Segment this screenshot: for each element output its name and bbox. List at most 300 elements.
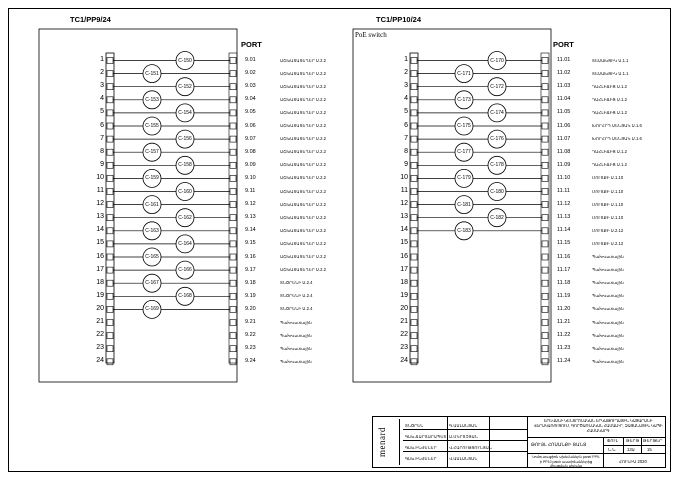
panel_right-cable-label: C-182: [490, 214, 504, 221]
panel_right-port-jack: [411, 306, 417, 312]
panel_left-port-number: 2: [100, 69, 104, 77]
panel_right-patch-jack: [542, 189, 548, 195]
panel_right-port-number: 23: [400, 344, 408, 352]
right-port-header: PORT: [553, 40, 574, 49]
panel_left-port-description: Պահուստային: [280, 358, 312, 364]
panel_left-cable-label: C-165: [145, 254, 159, 260]
panel_right-port-number: 1: [404, 56, 408, 63]
panel_right-cable-label: C-183: [457, 227, 471, 234]
panel_left-port-number: 14: [96, 226, 104, 234]
panel_left-port-id: 9.22: [245, 332, 256, 339]
panel_right-port-jack: [411, 149, 417, 155]
signature-table: [403, 417, 519, 467]
role-1: ՏՆՕՐԵՆ: [405, 423, 424, 428]
panel_left-port-number: 12: [96, 200, 104, 208]
panel_right-port-jack: [411, 71, 417, 77]
panel_right-cable-label: C-179: [457, 175, 471, 182]
panel_right-port-id: 11.18: [557, 279, 571, 286]
panel_left-port-description: Պահուստային: [280, 332, 312, 338]
panel_left-port-description: ԱՇԽԱՏԱՏԵՂԵՐ Ս.2.2: [280, 70, 326, 76]
panel_right-port-jack: [411, 162, 417, 168]
panel_right-port-description: ԽՈՐՀՐԴ ՍԵՆՅԱԿ Ս.1.6: [592, 136, 642, 142]
panel_right-patch-jack: [542, 149, 548, 155]
panel_right-patch-jack: [542, 162, 548, 168]
panel_right-port-description: ԴԱՀԼԻՃԻՑ Ս.1.2: [592, 162, 627, 168]
tb-col-line: [641, 437, 642, 453]
panel_right-patch-jack: [542, 241, 548, 247]
panel_left-port-description: Պահուստային: [280, 345, 312, 351]
panel_left-port-number: 13: [96, 213, 104, 221]
role-2: ԳԼԽ.ՃԱՐՏԱՐԱՊԵՏ: [405, 434, 447, 439]
panel_left-patch-jack: [230, 149, 236, 155]
panel_left-port-id: 9.07: [245, 135, 256, 142]
panel_right-port-id: 11.05: [557, 109, 571, 116]
panel_right-port-id: 11.15: [557, 240, 571, 247]
panel_right-patch-jack: [542, 136, 548, 142]
val-phase: Ն.Ն.: [608, 447, 617, 452]
panel_left-patch-jack: [230, 71, 236, 77]
panel_left-port-jack: [107, 320, 113, 326]
panel_right-port-description: ԴԱՀԼԻՃԻՑ Ս.1.2: [592, 109, 627, 115]
panel_right-port-number: 18: [400, 278, 408, 286]
panel_right-port-id: 11.11: [557, 188, 570, 194]
panel_right-port-id: 11.12: [557, 201, 571, 208]
panel_right-port-id: 11.22: [557, 332, 571, 339]
panel_left-patch-jack: [230, 84, 236, 90]
panel_left-cable-label: C-169: [145, 306, 159, 313]
panel_left-port-id: 9.19: [245, 292, 256, 299]
panel_right-port-jack: [411, 123, 417, 129]
date: ՀՈՒՆԻՍ 2020: [619, 459, 647, 464]
panel_left-port-jack: [107, 162, 113, 168]
panel_right-patch-jack: [542, 110, 548, 116]
panel_right-port-jack: [411, 202, 417, 208]
panel_left-port-id: 9.15: [245, 240, 256, 247]
panel_left-port-jack: [107, 228, 113, 234]
panel_left-port-jack: [107, 346, 113, 352]
panel_left-patch-jack: [230, 58, 236, 64]
panel_right-port-description: ՄՈՒՏՔԻ Ս.2.12: [592, 227, 624, 233]
tb-col-line: [527, 417, 528, 467]
panel_left-port-id: 9.08: [245, 148, 256, 155]
panel_left-patch-jack: [230, 359, 236, 365]
panel_left-port-id: 9.17: [245, 266, 256, 273]
logo-mark: [375, 419, 400, 465]
panel_left-patch-jack: [230, 215, 236, 221]
panel_right-port-jack: [411, 228, 417, 234]
panel_left-patch-jack: [230, 293, 236, 299]
panel_right-port-id: 11.23: [557, 345, 571, 352]
panel_right-port-id: 11.03: [557, 83, 571, 90]
panel_left-port-jack: [107, 175, 113, 181]
panel_left-patch-jack: [230, 189, 236, 195]
panel_right-port-number: 20: [400, 304, 408, 312]
panel_left-port-number: 7: [100, 134, 104, 142]
panel_right-patch-jack: [542, 175, 548, 181]
panel_right-patch-jack: [542, 293, 548, 299]
panel_right-port-id: 11.04: [557, 96, 571, 103]
panel_right-port-jack: [411, 359, 417, 365]
panel_right-port-id: 11.20: [557, 305, 571, 312]
panel_left-cable-label: C-155: [145, 123, 159, 129]
panel_right-port-jack: [411, 58, 417, 64]
panel_left-cable-label: C-161: [145, 201, 159, 208]
left-panel-title: TC1/PP9/24: [70, 15, 111, 24]
panel_right-patch-jack: [542, 254, 548, 260]
panel_left-cable-label: C-151: [145, 70, 159, 77]
panel_right-port-id: 11.16: [557, 253, 571, 260]
tb-col-line: [603, 437, 604, 467]
panel_right-port-description: ԴԱՀԼԻՃԻՑ Ս.1.2: [592, 83, 627, 89]
panel_left-port-description: ԱՇԽԱՏԱՏԵՂԵՐ Ս.2.2: [280, 188, 326, 194]
panel_right-port-description: Պահուստային: [592, 293, 624, 299]
panel_left-cable-label: C-162: [178, 214, 192, 221]
panel_right-port-jack: [411, 189, 417, 195]
hdr-sheets: ԹԵՐԹԵՐ: [643, 438, 663, 443]
panel_right-port-description: ՄՈՒՏՔԻ Ս.2.12: [592, 240, 624, 246]
panel_right-cable-label: C-170: [490, 57, 504, 64]
panel_right-cable-label: C-172: [490, 83, 504, 90]
tb-row-line: [603, 453, 665, 454]
panel_right-patch-jack: [542, 267, 548, 273]
panel_right-cable-label: C-176: [490, 136, 504, 143]
panel_left-port-number: 9: [100, 160, 104, 168]
panel_left-port-description: ԱՇԽԱՏԱՏԵՂԵՐ Ս.2.2: [280, 201, 326, 207]
hdr-sheet: ԹԵՐԹ: [626, 438, 640, 443]
panel_left-port-number: 16: [96, 252, 104, 260]
panel_left-patch-jack: [230, 97, 236, 103]
panel_right-port-jack: [411, 97, 417, 103]
role-4: ԳԼԽ.ԻՆԺԵՆԵՐ: [405, 456, 437, 461]
panel_right-port-description: ՄՈՒՏՔԻ Ս.1.10: [592, 201, 624, 207]
panel_left-port-id: 9.14: [245, 227, 256, 234]
val-sheet: 13Ա: [627, 447, 635, 452]
panel_right-port-id: 11.09: [557, 161, 571, 168]
panel_left-port-description: ԱՇԽԱՏԱՏԵՂԵՐ Ս.2.2: [280, 123, 326, 128]
panel_left-port-id: 9.05: [245, 109, 256, 116]
panel_left-port-number: 24: [96, 357, 104, 365]
panel_left-port-id: 9.11: [245, 188, 256, 194]
panel_left-port-jack: [107, 215, 113, 221]
panel_left-port-id: 9.10: [245, 174, 256, 181]
panel_right-port-id: 11.19: [557, 292, 571, 299]
panel_right-port-number: 10: [400, 173, 408, 181]
panel_left-port-number: 1: [100, 56, 104, 63]
panel_right-port-jack: [411, 136, 417, 142]
panel_right-patch-jack: [542, 280, 548, 286]
panel_right-patch-jack: [542, 228, 548, 234]
panel_left-port-number: 3: [100, 82, 104, 90]
panel_left-cable-label: C-159: [145, 175, 159, 182]
panel_left-patch-jack: [230, 136, 236, 142]
panel_left-port-description: ՏՆՕՐԵՆԻ Ս.2.4: [280, 280, 313, 286]
panel_right-port-description: Պահուստային: [592, 358, 624, 364]
panel_left-port-jack: [107, 110, 113, 116]
panel_right-port-jack: [411, 293, 417, 299]
right-panel-title: TC1/PP10/24: [376, 15, 422, 24]
panel_left-port-jack: [107, 97, 113, 103]
panel_left-patch-jack: [230, 162, 236, 168]
panel_left-port-number: 4: [100, 95, 104, 103]
panel_right-patch-jack: [542, 97, 548, 103]
panel_left-port-number: 19: [96, 291, 104, 299]
panel_right-port-number: 16: [400, 252, 408, 260]
panel_right-port-description: Պահուստային: [592, 345, 624, 351]
panel_right-port-id: 11.14: [557, 227, 571, 234]
panel_left-port-number: 17: [96, 265, 104, 273]
panel_left-patch-jack: [230, 202, 236, 208]
panel_left-patch-jack: [230, 280, 236, 286]
panel_left-port-description: ԱՇԽԱՏԱՏԵՂԵՐ Ս.2.2: [280, 214, 326, 220]
panel_left-port-jack: [107, 333, 113, 339]
val-sheets: 15: [647, 447, 652, 452]
panel_right-port-id: 11.07: [557, 135, 571, 142]
panel_left-port-jack: [107, 123, 113, 129]
title-block: [372, 416, 666, 468]
panel_left-port-jack: [107, 71, 113, 77]
panel_right-patch-jack: [542, 84, 548, 90]
panel_right-patch-jack: [542, 333, 548, 339]
panel_left-port-jack: [107, 280, 113, 286]
panel_left-patch-jack: [230, 267, 236, 273]
panel_right-port-id: 11.13: [557, 214, 571, 221]
panel_right-patch-jack: [542, 359, 548, 365]
name-4: Վ.ԱՍԼԱՆՅԱՆ: [449, 456, 478, 461]
tb-row-line: [403, 440, 527, 441]
panel_right-port-number: 11: [400, 187, 408, 194]
panel_right-port-id: 11.10: [557, 174, 571, 181]
panel_left-port-id: 9.18: [245, 279, 256, 286]
panel_right-cable-label: C-178: [490, 162, 504, 169]
panel_right-port-number: 15: [400, 239, 408, 247]
panel_left-port-jack: [107, 241, 113, 247]
panel_right-port-id: 11.08: [557, 148, 571, 155]
panel_left-port-description: ԱՇԽԱՏԱՏԵՂԵՐ Ս.2.2: [280, 240, 326, 246]
panel_right-port-number: 13: [400, 213, 408, 221]
panel_left-cable-label: C-153: [145, 96, 159, 103]
panel_left-port-id: 9.24: [245, 358, 256, 365]
panel_left-port-id: 9.12: [245, 201, 256, 208]
panel_left-patch-jack: [230, 241, 236, 247]
panel_left-port-description: ԱՇԽԱՏԱՏԵՂԵՐ Ս.2.2: [280, 136, 326, 142]
tb-col-line: [489, 417, 490, 467]
panel_right-port-number: 22: [400, 331, 408, 339]
name-3: Վ.ՀԱՐՈՒԹՅՈՒՆՅԱՆ: [449, 445, 493, 450]
panel_right-cable-label: C-171: [457, 70, 471, 77]
panel_left-cable-label: C-166: [178, 267, 192, 274]
panel_left-cable-label: C-167: [145, 280, 159, 287]
panel_left-port-jack: [107, 189, 113, 195]
panel_right-port-description: ՏԵՍԱԽՑԻԿ Ս.1.1: [592, 70, 629, 76]
panel_left-port-number: 15: [96, 239, 104, 247]
panel_right-port-number: 12: [400, 200, 408, 208]
panel_left-port-description: ԱՇԽԱՏԱՏԵՂԵՐ Ս.2.2: [280, 109, 326, 115]
panel_left-port-number: 8: [100, 147, 104, 155]
panel_right-port-number: 7: [404, 134, 408, 142]
panel_right-cable-label: C-177: [457, 149, 471, 156]
panel_left-port-description: ԱՇԽԱՏԱՏԵՂԵՐ Ս.2.2: [280, 254, 326, 259]
panel_right-port-id: 11.06: [557, 122, 571, 129]
panel_right-port-number: 14: [400, 226, 408, 234]
panel_left-port-number: 18: [96, 278, 104, 286]
project-title: ԵՐԵՎԱՆԻ ԿԵՆՏՐՈՆԱԿԱՆ ԵՐԿԱԹՈՒՂԱՅԻՆ ԿԱՅԱՐԱՆԻ ՎԵՐԱԿԱՌՈՒՑՈՒՄ, ԳՈՐԾԱՌՆԱԿԱՆ ՀԱՄԱԼԻՐ, ԶԱՅԱՆԱՅԻՆ ԿԱՊԻ ՀԱՄԱԿԱՐԳ: [533, 419, 663, 433]
panel_right-port-jack: [411, 333, 417, 339]
panel_right-port-description: Պահուստային: [592, 267, 624, 273]
panel_left-patch-jack: [230, 110, 236, 116]
panel_right-port-description: ԽՈՐՀՐԴ ՍԵՆՅԱԿ Ս.1.6: [592, 123, 642, 128]
panel_right-port-number: 4: [404, 95, 408, 103]
panel_right-port-description: ՄՈՒՏՔԻ Ս.1.10: [592, 214, 624, 220]
panel_left-port-id: 9.21: [245, 319, 256, 325]
panel_right-port-id: 11.24: [557, 358, 571, 365]
panel_left-port-description: ԱՇԽԱՏԱՏԵՂԵՐ Ս.2.2: [280, 96, 326, 102]
panel_left-cable-label: C-152: [178, 83, 192, 90]
panel_left-patch-jack: [230, 320, 236, 326]
panel_left-port-description: ԱՇԽԱՏԱՏԵՂԵՐ Ս.2.2: [280, 162, 326, 168]
panel_left-port-jack: [107, 254, 113, 260]
panel_right-port-number: 6: [404, 121, 408, 129]
panel_left-port-description: ԱՇԽԱՏԱՏԵՂԵՐ Ս.2.2: [280, 267, 326, 273]
panel_right-port-description: ԴԱՀԼԻՃԻՑ Ս.1.2: [592, 96, 627, 102]
panel_left-port-jack: [107, 267, 113, 273]
panel_left-port-jack: [107, 202, 113, 208]
tb-row-line: [603, 445, 665, 446]
panel_right-patch-jack: [542, 202, 548, 208]
tb-col-line: [623, 437, 624, 453]
panel_right-port-id: 11.02: [557, 70, 571, 77]
panel_right-cable-label: C-173: [457, 96, 471, 103]
panel_right-port-jack: [411, 110, 417, 116]
panel_left-port-description: ԱՇԽԱՏԱՏԵՂԵՐ Ս.2.2: [280, 175, 326, 181]
panel_left-port-id: 9.04: [245, 96, 256, 103]
panel_right-port-jack: [411, 241, 417, 247]
hdr-phase: ՓՈՒԼ: [607, 438, 618, 443]
panel_right-port-id: 11.21: [557, 319, 571, 325]
panel_right-port-number: 5: [404, 108, 408, 116]
panel_left-port-jack: [107, 293, 113, 299]
panel_right-patch-jack: [542, 123, 548, 129]
panel_right-patch-jack: [542, 215, 548, 221]
panel_left-port-number: 23: [96, 344, 104, 352]
panel_left-port-jack: [107, 58, 113, 64]
panel_right-port-number: 2: [404, 69, 408, 77]
panel_left-port-description: ԱՇԽԱՏԱՏԵՂԵՐ Ս.2.2: [280, 83, 326, 89]
panel_right-port-number: 3: [404, 82, 408, 90]
panel_left-port-number: 6: [100, 121, 104, 129]
panel_left-port-description: ԱՇԽԱՏԱՏԵՂԵՐ Ս.2.2: [280, 227, 326, 233]
panel_right-port-jack: [411, 346, 417, 352]
panel_left-patch-jack: [230, 333, 236, 339]
panel_left-port-id: 9.09: [245, 161, 256, 168]
panel_right-port-number: 19: [400, 291, 408, 299]
panel_right-port-number: 9: [404, 160, 408, 168]
panel_left-port-number: 10: [96, 173, 104, 181]
panel_left-port-description: ԱՇԽԱՏԱՏԵՂԵՐ Ս.2.2: [280, 149, 326, 155]
panel_right-cable-label: C-175: [457, 123, 471, 129]
panel_left-port-id: 9.16: [245, 253, 256, 260]
panel_left-port-number: 20: [96, 304, 104, 312]
panel_right-cable-label: C-180: [490, 188, 504, 195]
panel_left-port-description: ՏՆՕՐԵՆԻ Ս.2.4: [280, 293, 313, 299]
panel_left-port-number: 5: [100, 108, 104, 116]
tb-row-line: [527, 437, 665, 438]
logo-text: menard: [377, 427, 387, 457]
panel_right-port-jack: [411, 175, 417, 181]
panel_right-port-id: 11.17: [557, 266, 571, 273]
panel_left-port-jack: [107, 306, 113, 312]
right-panel-subtitle: PoE switch: [355, 31, 387, 39]
panel_right-port-description: ԴԱՀԼԻՃԻՑ Ս.1.2: [592, 149, 627, 155]
panel_left-patch-jack: [230, 346, 236, 352]
tb-col-line: [447, 417, 448, 467]
panel_left-port-jack: [107, 84, 113, 90]
panel_left-patch-jack: [230, 306, 236, 312]
panel_right-patch-jack: [542, 320, 548, 326]
panel_left-patch-jack: [230, 175, 236, 181]
panel_left-port-description: Պահուստային: [280, 319, 312, 325]
role-3: ԳԼԽ.ԻՆԺԵՆԵՐ: [405, 445, 437, 450]
panel_right-port-jack: [411, 267, 417, 273]
name-1: Գ.ԱՍԼԱՆՅԱՆ: [449, 423, 478, 428]
panel_left-port-number: 22: [96, 331, 104, 339]
panel_left-port-jack: [107, 136, 113, 142]
panel_right-port-number: 17: [400, 265, 408, 273]
panel_right-port-description: Պահուստային: [592, 319, 624, 325]
panel_left-port-id: 9.06: [245, 122, 256, 129]
panel_left-cable-label: C-157: [145, 149, 159, 156]
panel_right-port-description: Պահուստային: [592, 280, 624, 286]
panel_left-port-id: 9.20: [245, 305, 256, 312]
panel_left-cable-label: C-164: [178, 240, 192, 247]
panel_left-patch-jack: [230, 228, 236, 234]
panel_left-port-jack: [107, 359, 113, 365]
panel_left-port-number: 21: [96, 318, 104, 325]
panel_right-port-jack: [411, 215, 417, 221]
panel_left-port-id: 9.23: [245, 345, 256, 352]
panel_right-port-jack: [411, 320, 417, 326]
sheet-description: Կոմուտացիոն սխեմաներն panel PP9-ի PP10 patch աստիճաններից միացման սխեմա: [531, 455, 601, 468]
panel_right-cable-label: C-181: [457, 201, 471, 208]
panel_left-port-jack: [107, 149, 113, 155]
panel_left-patch-jack: [230, 254, 236, 260]
panel_right-port-id: 11.01: [557, 57, 571, 63]
panel_left-patch-jack: [230, 123, 236, 129]
panel_left-cable-label: C-168: [178, 293, 192, 300]
left-port-header: PORT: [241, 40, 262, 49]
panel_left-cable-label: C-158: [178, 162, 192, 169]
panel_left-port-description: ԱՇԽԱՏԱՏԵՂԵՐ Ս.2.2: [280, 57, 326, 63]
panel_right-port-description: Պահուստային: [592, 306, 624, 312]
panel_right-patch-jack: [542, 346, 548, 352]
panel_right-port-description: ՏԵՍԱԽՑԻԿ Ս.1.1: [592, 57, 629, 63]
section-title: ԹՈՒՅԼ ՀՈՍԱՆՔԻ ՑԱՆՑ: [531, 442, 587, 447]
panel_left-cable-label: C-150: [178, 57, 192, 64]
panel_right-patch-jack: [542, 306, 548, 312]
panel_right-port-number: 8: [404, 147, 408, 155]
panel_left-port-description: ՏՆՕՐԵՆԻ Ս.2.4: [280, 306, 313, 312]
panel_right-patch-jack: [542, 71, 548, 77]
panel_right-cable-label: C-174: [490, 109, 504, 116]
panel_right-port-description: Պահուստային: [592, 332, 624, 338]
panel_left-port-id: 9.02: [245, 70, 256, 77]
panel_right-port-description: Պահուստային: [592, 254, 624, 259]
panel_right-port-jack: [411, 84, 417, 90]
panel_left-cable-label: C-154: [178, 109, 192, 116]
panel_right-port-description: ՄՈՒՏՔԻ Ս.1.10: [592, 188, 624, 194]
panel_left-cable-label: C-160: [178, 188, 192, 195]
tb-row-line: [403, 451, 527, 452]
panel_left-port-id: 9.01: [245, 57, 256, 63]
